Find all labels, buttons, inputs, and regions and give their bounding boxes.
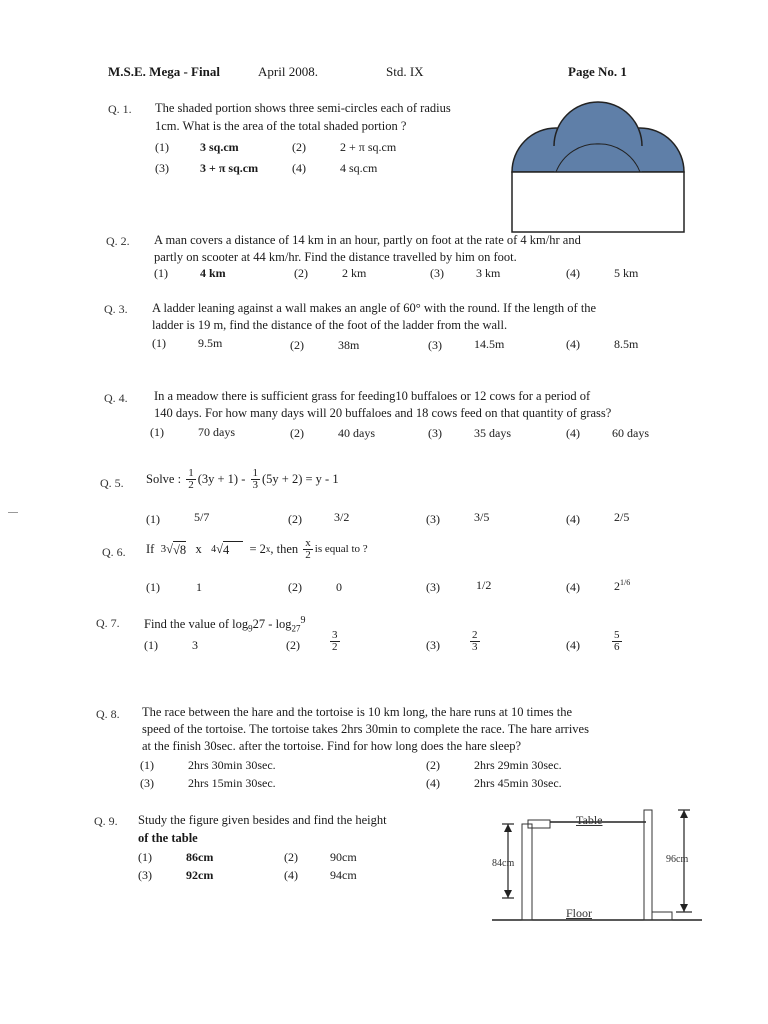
root-index: 4 (211, 544, 217, 555)
question-text-line: In a meadow there is sufficient grass for feeding10 buffaloes or 12 cows for a period of (154, 389, 591, 403)
option-text: 3 (192, 638, 198, 652)
exam-date: April 2008. (258, 64, 318, 79)
table-label: Table (576, 813, 603, 827)
equation (146, 538, 368, 561)
arrow-up (680, 810, 688, 818)
question-text-line: A ladder leaning against a wall makes an angle of 60° with the round. If the length of the (152, 301, 597, 315)
question-number: Q. 5. (100, 476, 124, 490)
option-text: 1/2 (476, 578, 492, 592)
question-number: Q. 9. (94, 814, 118, 828)
option-text: 35 days (474, 426, 511, 440)
scan-mark (8, 512, 18, 513)
fraction-one-third (251, 468, 261, 491)
question-text-line: of the table (138, 831, 198, 845)
option-number: (1) (144, 638, 158, 652)
question-number: Q. 4. (104, 391, 128, 405)
option-text: 94cm (330, 868, 357, 882)
left-block (522, 824, 532, 920)
right-dimension-label: 96cm (666, 854, 689, 865)
nested-root-symbol: 3 (160, 543, 167, 555)
option-number: (4) (284, 868, 298, 882)
option-number: (2) (292, 140, 306, 154)
option-number: (3) (426, 638, 440, 652)
fraction-numerator: 5 (614, 629, 620, 641)
option-text: 5 km (614, 266, 639, 280)
page-number: Page No. 1 (568, 64, 627, 79)
option-text: 90cm (330, 850, 357, 864)
option-text: 3/5 (474, 510, 490, 524)
option-number: (3) (426, 580, 440, 594)
option-number: (2) (290, 426, 304, 440)
question-text-line: partly on scooter at 44 km/hr. Find the distance travelled by him on foot. (154, 250, 517, 264)
option-number: (2) (426, 758, 440, 772)
arrow-up (504, 824, 512, 832)
option-text: 0 (336, 580, 342, 594)
option-text: 40 days (338, 426, 375, 440)
fraction-numerator: 2 (472, 629, 478, 641)
question-number: Q. 3. (104, 302, 128, 316)
semicircle-top-fill (554, 102, 642, 172)
floor-block (652, 912, 672, 920)
option-number: (3) (138, 868, 152, 882)
equation-part: is equal to ? (314, 543, 368, 555)
root-sign: √ (166, 542, 173, 556)
option-number: (4) (566, 580, 580, 594)
question-text: Find the value of log (144, 617, 249, 632)
option-text: 2 + π sq.cm (340, 140, 397, 154)
question-text-line: 140 days. For how many days will 20 buffaloes and 18 cows feed on that quantity of grass? (154, 406, 612, 420)
arrow-down (504, 890, 512, 898)
question-text-line: at the finish 30sec. after the tortoise. Find for how long does the hare sleep? (142, 739, 522, 753)
equation (146, 468, 339, 491)
question-number: Q. 8. (96, 707, 120, 721)
exam-title: M.S.E. Mega - Final (108, 64, 220, 79)
fraction-numerator: 3 (332, 629, 338, 641)
right-leg (644, 810, 652, 920)
option-number: (3) (428, 338, 442, 352)
then-label: , then (270, 542, 299, 556)
question-text-line: A man covers a distance of 14 km in an hour, partly on foot at the rate of 4 km/hr and (154, 233, 581, 247)
fraction-denominator: 2 (332, 641, 338, 653)
option-number: (1) (152, 336, 166, 350)
fraction-denominator: 2 (188, 479, 194, 491)
floor-label: Floor (566, 906, 593, 920)
question-number: Q. 2. (106, 234, 130, 248)
option-number: (2) (286, 638, 300, 652)
option-text: 1 (196, 580, 202, 594)
option-text: 70 days (198, 425, 235, 439)
option-number: (1) (146, 512, 160, 526)
if-label: If (146, 542, 155, 556)
option-text: 3 km (476, 266, 501, 280)
fraction-one-half (186, 468, 196, 491)
option-number: (3) (155, 161, 169, 175)
option-text: 3 + π sq.cm (200, 161, 259, 175)
log-expression (144, 612, 306, 638)
option-number: (2) (290, 338, 304, 352)
option-text: 2hrs 30min 30sec. (188, 758, 276, 772)
option-number: (1) (140, 758, 154, 772)
fraction-numerator: 1 (252, 467, 258, 479)
semicircles-figure (508, 84, 688, 234)
log-base: 9 (248, 623, 253, 634)
option-number: (2) (284, 850, 298, 864)
equation-part: (3y + 1) - (197, 472, 246, 486)
option-text: 9.5m (198, 336, 223, 350)
option-number: (3) (426, 512, 440, 526)
option-number: (1) (150, 425, 164, 439)
fraction-numerator: 1 (188, 467, 194, 479)
option-text: 2 km (342, 266, 367, 280)
fraction-denominator: 6 (614, 641, 620, 653)
option-number: (1) (154, 266, 168, 280)
equals-part: = 2 (249, 542, 266, 556)
option-text: 86cm (186, 850, 214, 864)
option-number: (2) (294, 266, 308, 280)
option-number: (3) (428, 426, 442, 440)
fraction-x-over-2 (303, 538, 313, 561)
radicand: 4 (223, 541, 243, 559)
option-number: (3) (140, 776, 154, 790)
exponent: x (265, 544, 271, 554)
question-text-line: The shaded portion shows three semi-circles each of radius (155, 101, 451, 115)
radicand: √8 (172, 542, 187, 557)
option-text: 4 sq.cm (340, 161, 378, 175)
option-text: 8.5m (614, 337, 639, 351)
root-sign: √ (216, 542, 223, 556)
log-argument: 9 (300, 615, 306, 626)
rectangle-base (512, 172, 684, 232)
question-text-line: 1cm. What is the area of the total shaded portion ? (155, 119, 407, 133)
question-text-line: speed of the tortoise. The tortoise takes 2hrs 30min to complete the race. The hare arrives (142, 722, 589, 736)
option-text: 3/2 (334, 510, 350, 524)
option-number: (4) (566, 337, 580, 351)
option-number: (4) (292, 161, 306, 175)
option-text: 4 km (200, 266, 226, 280)
option-number: (1) (155, 140, 169, 154)
option-text: 5/7 (194, 510, 210, 524)
option-text: 2/5 (614, 510, 630, 524)
question-number: Q. 1. (108, 102, 132, 116)
question-text-line: The race between the hare and the tortoise is 10 km long, the hare runs at 10 times the (142, 705, 573, 719)
times-sign: x (195, 542, 202, 556)
option-number: (4) (566, 512, 580, 526)
option-number: (4) (426, 776, 440, 790)
option-text: 2hrs 45min 30sec. (474, 776, 562, 790)
fraction-denominator: 2 (305, 549, 311, 561)
fraction-numerator: x (305, 537, 311, 549)
option-fraction (468, 630, 482, 653)
option-number: (4) (566, 266, 580, 280)
question-text-line: Study the figure given besides and find the height (138, 813, 387, 827)
question-text-line: ladder is 19 m, find the distance of the foot of the ladder from the wall. (152, 318, 508, 332)
option-text: 60 days (612, 426, 649, 440)
option-text: 92cm (186, 868, 214, 882)
fraction-denominator: 3 (252, 479, 258, 491)
solve-label: Solve : (146, 472, 182, 486)
expression-part: 27 - log (252, 617, 292, 632)
question-number: Q. 7. (96, 616, 120, 630)
arrow-down (680, 904, 688, 912)
option-fraction (328, 630, 342, 653)
option-number: (1) (138, 850, 152, 864)
log-base: 27 (291, 623, 301, 634)
option-exponent: 1/6 (620, 578, 631, 587)
option-text: 38m (338, 338, 360, 352)
option-text: 2hrs 15min 30sec. (188, 776, 276, 790)
option-number: (1) (146, 580, 160, 594)
option-base: 2 (614, 579, 620, 593)
option-number: (2) (288, 512, 302, 526)
option-text: 3 sq.cm (200, 140, 239, 154)
left-dimension-label: 84cm (492, 858, 515, 869)
exam-std: Std. IX (386, 64, 424, 79)
option-text: 2hrs 29min 30sec. (474, 758, 562, 772)
option-number: (4) (566, 426, 580, 440)
option-number: (3) (430, 266, 444, 280)
option-text (614, 578, 630, 594)
equation-part: (5y + 2) = y - 1 (262, 472, 339, 486)
fraction-denominator: 3 (472, 641, 478, 653)
question-number: Q. 6. (102, 545, 126, 559)
option-number: (4) (566, 638, 580, 652)
option-text: 14.5m (474, 337, 505, 351)
option-number: (2) (288, 580, 302, 594)
option-fraction (610, 630, 624, 653)
